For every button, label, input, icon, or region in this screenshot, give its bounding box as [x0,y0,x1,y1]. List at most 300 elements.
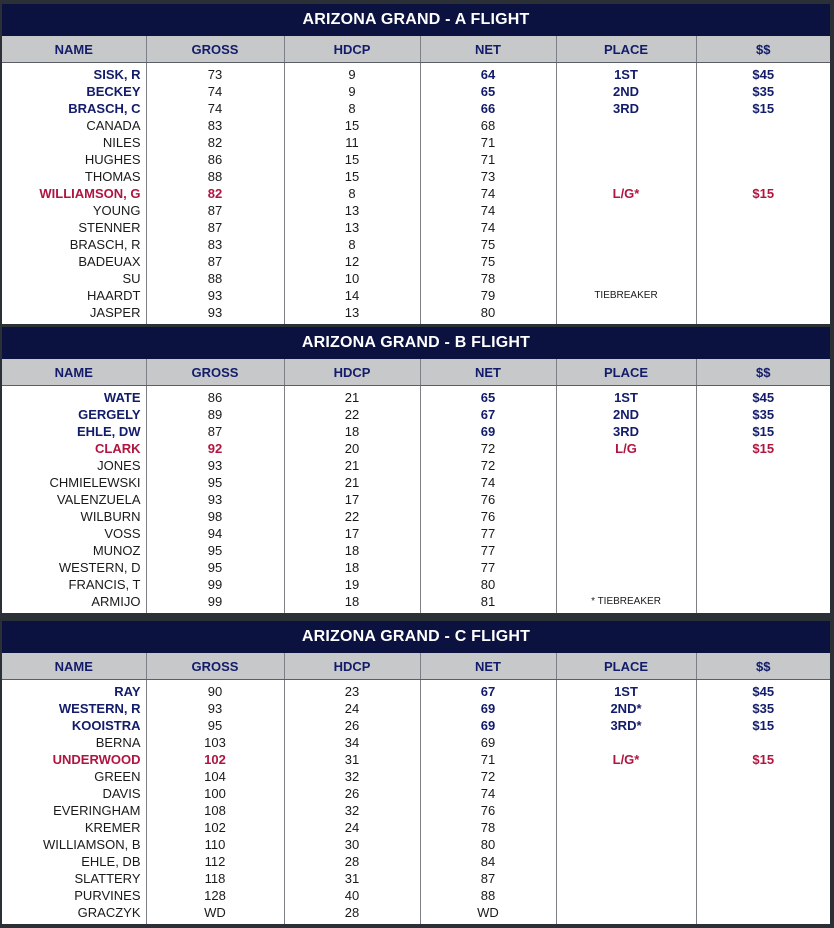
cell-prize: $45 [752,684,775,699]
cell-place [556,819,696,836]
cell-hdcp: 18 [284,423,420,440]
cell-place [556,576,696,593]
cell-hdcp: 32 [284,802,420,819]
cell-net: 69 [420,700,556,717]
cell-hdcp: 14 [284,287,420,304]
cell-net: 74 [420,474,556,491]
cell-name: RAY [2,680,146,701]
cell-net: 76 [420,508,556,525]
cell-net: 74 [420,185,556,202]
cell-net: 76 [420,491,556,508]
cell-prize: $15 [752,186,775,201]
cell-net: 71 [420,134,556,151]
cell-gross: 93 [146,287,284,304]
cell-net: 88 [420,887,556,904]
cell-name: WILLIAMSON, B [2,836,146,853]
cell-name: BADEUAX [2,253,146,270]
cell-gross: 87 [146,423,284,440]
table-row [2,491,830,508]
cell-hdcp: 8 [284,185,420,202]
column-header-name: NAME [2,653,146,680]
cell-place: L/G* [556,751,696,768]
cell-name: SISK, R [2,63,146,84]
cell-name: BECKEY [2,83,146,100]
cell-net: 75 [420,253,556,270]
cell-hdcp: 8 [284,100,420,117]
cell-place [556,253,696,270]
cell-gross: 99 [146,576,284,593]
table-row [2,304,830,324]
cell-name: SU [2,270,146,287]
cell-net: 77 [420,525,556,542]
cell-hdcp: 8 [284,236,420,253]
cell-prize [696,117,830,134]
column-header-net: NET [420,653,556,680]
table-row [2,525,830,542]
cell-prize [696,734,830,751]
cell-prize [696,904,830,924]
table-row [2,134,830,151]
table-row [2,100,830,117]
cell-gross: 100 [146,785,284,802]
cell-hdcp: 15 [284,117,420,134]
cell-place [556,202,696,219]
cell-gross: 82 [146,185,284,202]
cell-net: 71 [420,751,556,768]
cell-prize: $35 [752,407,775,422]
cell-gross: 89 [146,406,284,423]
cell-prize [696,287,830,304]
cell-place [556,785,696,802]
table-row [2,287,830,304]
cell-hdcp: 31 [284,751,420,768]
table-row [2,185,830,202]
cell-gross: 83 [146,117,284,134]
cell-gross: 112 [146,853,284,870]
cell-gross: 128 [146,887,284,904]
cell-name: HUGHES [2,151,146,168]
table-row [2,542,830,559]
results-table [2,653,830,924]
cell-gross: 93 [146,304,284,324]
cell-prize: $15 [752,441,775,456]
flight-b-section [2,327,830,613]
table-row [2,386,830,407]
cell-gross: 86 [146,386,284,407]
cell-gross: 98 [146,508,284,525]
cell-name: SLATTERY [2,870,146,887]
cell-net: 80 [420,836,556,853]
cell-name: GREEN [2,768,146,785]
table-row [2,440,830,457]
cell-gross: 90 [146,680,284,701]
cell-gross: 87 [146,219,284,236]
cell-place [556,151,696,168]
table-row [2,734,830,751]
column-header-gross: GROSS [146,359,284,386]
cell-net: 71 [420,151,556,168]
cell-prize [696,542,830,559]
cell-gross: WD [146,904,284,924]
cell-net: 74 [420,202,556,219]
cell-hdcp: 13 [284,304,420,324]
column-header-prize: $$ [696,36,830,63]
cell-place: 2ND [556,83,696,100]
cell-prize [696,202,830,219]
cell-hdcp: 15 [284,151,420,168]
cell-hdcp: 24 [284,819,420,836]
cell-net: 77 [420,542,556,559]
cell-net: 69 [420,734,556,751]
cell-place [556,219,696,236]
cell-place [556,270,696,287]
cell-gross: 99 [146,593,284,613]
cell-name: NILES [2,134,146,151]
cell-place [556,474,696,491]
cell-prize [696,474,830,491]
flight-c-section [2,621,830,924]
cell-prize [696,576,830,593]
cell-prize [696,593,830,613]
cell-hdcp: 32 [284,768,420,785]
cell-net: 78 [420,270,556,287]
cell-name: WESTERN, D [2,559,146,576]
cell-name: JASPER [2,304,146,324]
cell-name: STENNER [2,219,146,236]
cell-hdcp: 26 [284,717,420,734]
cell-hdcp: 11 [284,134,420,151]
cell-hdcp: 24 [284,700,420,717]
cell-place [556,802,696,819]
cell-gross: 95 [146,542,284,559]
cell-name: BRASCH, R [2,236,146,253]
cell-net: 76 [420,802,556,819]
cell-name: ARMIJO [2,593,146,613]
cell-gross: 74 [146,83,284,100]
cell-net: 73 [420,168,556,185]
cell-hdcp: 40 [284,887,420,904]
table-row [2,423,830,440]
cell-hdcp: 21 [284,386,420,407]
table-row [2,117,830,134]
cell-net: 79 [420,287,556,304]
table-row [2,508,830,525]
cell-hdcp: 31 [284,870,420,887]
table-row [2,768,830,785]
cell-hdcp: 10 [284,270,420,287]
table-row [2,83,830,100]
table-row [2,887,830,904]
cell-place [556,768,696,785]
cell-prize: $15 [752,424,775,439]
table-row [2,63,830,84]
cell-gross: 88 [146,168,284,185]
cell-hdcp: 18 [284,593,420,613]
table-row [2,168,830,185]
table-row [2,751,830,768]
cell-net: 78 [420,819,556,836]
table-row [2,700,830,717]
cell-place [556,525,696,542]
table-row [2,202,830,219]
cell-name: YOUNG [2,202,146,219]
table-row [2,785,830,802]
results-table [2,36,830,324]
column-header-prize: $$ [696,359,830,386]
cell-prize: $45 [752,390,775,405]
cell-place: 3RD [556,423,696,440]
cell-gross: 86 [146,151,284,168]
cell-net: 87 [420,870,556,887]
cell-prize [696,802,830,819]
cell-net: 80 [420,576,556,593]
cell-gross: 82 [146,134,284,151]
cell-prize [696,304,830,324]
cell-net: 68 [420,117,556,134]
cell-name: CANADA [2,117,146,134]
cell-hdcp: 22 [284,406,420,423]
cell-net: 72 [420,440,556,457]
cell-hdcp: 15 [284,168,420,185]
cell-place: L/G* [556,185,696,202]
cell-place [556,734,696,751]
cell-name: UNDERWOOD [2,751,146,768]
cell-prize: $15 [752,101,775,116]
cell-hdcp: 21 [284,474,420,491]
cell-prize [696,168,830,185]
cell-place [556,870,696,887]
cell-place [556,134,696,151]
cell-net: WD [420,904,556,924]
cell-prize [696,270,830,287]
table-row [2,802,830,819]
column-header-place: PLACE [556,359,696,386]
cell-net: 66 [420,100,556,117]
cell-prize [696,559,830,576]
flight-a-section [2,4,830,324]
cell-hdcp: 17 [284,525,420,542]
cell-place: 1ST [556,63,696,84]
column-header-place: PLACE [556,36,696,63]
cell-net: 67 [420,680,556,701]
cell-gross: 93 [146,700,284,717]
cell-name: CLARK [2,440,146,457]
cell-hdcp: 18 [284,542,420,559]
cell-prize [696,457,830,474]
cell-net: 80 [420,304,556,324]
cell-place [556,457,696,474]
cell-place: 2ND* [556,700,696,717]
cell-net: 69 [420,717,556,734]
cell-name: HAARDT [2,287,146,304]
cell-gross: 95 [146,559,284,576]
cell-gross: 110 [146,836,284,853]
flight-title: ARIZONA GRAND - A FLIGHT [2,4,830,36]
table-row [2,457,830,474]
table-row [2,870,830,887]
column-header-hdcp: HDCP [284,359,420,386]
cell-hdcp: 19 [284,576,420,593]
cell-net: 74 [420,785,556,802]
flight-title: ARIZONA GRAND - B FLIGHT [2,327,830,359]
cell-name: JONES [2,457,146,474]
cell-prize [696,491,830,508]
cell-gross: 93 [146,457,284,474]
cell-prize [696,219,830,236]
cell-hdcp: 20 [284,440,420,457]
cell-name: DAVIS [2,785,146,802]
cell-name: EVERINGHAM [2,802,146,819]
cell-hdcp: 12 [284,253,420,270]
cell-hdcp: 30 [284,836,420,853]
cell-name: KREMER [2,819,146,836]
cell-gross: 88 [146,270,284,287]
cell-gross: 104 [146,768,284,785]
cell-prize [696,253,830,270]
cell-net: 72 [420,457,556,474]
table-row [2,406,830,423]
table-row [2,853,830,870]
cell-name: WATE [2,386,146,407]
cell-place: 1ST [556,680,696,701]
column-header-hdcp: HDCP [284,653,420,680]
cell-place [556,168,696,185]
cell-prize [696,768,830,785]
column-header-name: NAME [2,36,146,63]
cell-gross: 87 [146,253,284,270]
table-row [2,904,830,924]
cell-prize [696,785,830,802]
cell-prize: $35 [752,84,775,99]
cell-prize [696,853,830,870]
cell-place [556,304,696,324]
column-header-gross: GROSS [146,36,284,63]
cell-name: VALENZUELA [2,491,146,508]
cell-name: BRASCH, C [2,100,146,117]
cell-gross: 87 [146,202,284,219]
cell-name: THOMAS [2,168,146,185]
cell-hdcp: 21 [284,457,420,474]
cell-gross: 108 [146,802,284,819]
column-header-prize: $$ [696,653,830,680]
cell-net: 72 [420,768,556,785]
table-row [2,270,830,287]
cell-gross: 92 [146,440,284,457]
cell-prize [696,525,830,542]
cell-name: WILBURN [2,508,146,525]
cell-place: 3RD* [556,717,696,734]
cell-place [556,559,696,576]
column-header-hdcp: HDCP [284,36,420,63]
cell-name: GRACZYK [2,904,146,924]
cell-hdcp: 9 [284,63,420,84]
cell-gross: 95 [146,717,284,734]
cell-gross: 74 [146,100,284,117]
flight-title: ARIZONA GRAND - C FLIGHT [2,621,830,653]
cell-place [556,836,696,853]
cell-prize: $45 [752,67,775,82]
column-header-place: PLACE [556,653,696,680]
cell-prize [696,836,830,853]
table-row [2,151,830,168]
column-header-gross: GROSS [146,653,284,680]
table-row [2,559,830,576]
cell-net: 74 [420,219,556,236]
table-row [2,236,830,253]
cell-hdcp: 22 [284,508,420,525]
cell-hdcp: 13 [284,202,420,219]
table-row [2,593,830,613]
cell-place: * TIEBREAKER [556,593,696,613]
cell-gross: 93 [146,491,284,508]
column-header-name: NAME [2,359,146,386]
column-header-net: NET [420,359,556,386]
cell-place [556,508,696,525]
cell-prize [696,508,830,525]
cell-net: 65 [420,83,556,100]
cell-place: 3RD [556,100,696,117]
cell-hdcp: 28 [284,904,420,924]
table-row [2,474,830,491]
table-row [2,819,830,836]
cell-gross: 83 [146,236,284,253]
cell-place [556,542,696,559]
cell-hdcp: 13 [284,219,420,236]
cell-name: FRANCIS, T [2,576,146,593]
cell-name: PURVINES [2,887,146,904]
cell-gross: 73 [146,63,284,84]
cell-place [556,853,696,870]
cell-prize [696,819,830,836]
cell-gross: 95 [146,474,284,491]
cell-hdcp: 23 [284,680,420,701]
cell-hdcp: 9 [284,83,420,100]
column-header-net: NET [420,36,556,63]
cell-net: 69 [420,423,556,440]
cell-name: GERGELY [2,406,146,423]
cell-place [556,904,696,924]
cell-name: WESTERN, R [2,700,146,717]
cell-hdcp: 28 [284,853,420,870]
cell-gross: 102 [146,751,284,768]
table-row [2,253,830,270]
cell-prize [696,134,830,151]
cell-name: CHMIELEWSKI [2,474,146,491]
results-table [2,359,830,613]
cell-prize: $35 [752,701,775,716]
cell-hdcp: 17 [284,491,420,508]
cell-gross: 103 [146,734,284,751]
table-row [2,680,830,701]
cell-place [556,887,696,904]
cell-place [556,491,696,508]
cell-hdcp: 18 [284,559,420,576]
cell-net: 67 [420,406,556,423]
cell-name: EHLE, DB [2,853,146,870]
cell-hdcp: 26 [284,785,420,802]
cell-place [556,236,696,253]
cell-gross: 94 [146,525,284,542]
cell-prize [696,887,830,904]
table-row [2,219,830,236]
cell-name: MUNOZ [2,542,146,559]
cell-net: 65 [420,386,556,407]
cell-hdcp: 34 [284,734,420,751]
table-row [2,836,830,853]
cell-name: EHLE, DW [2,423,146,440]
table-row [2,717,830,734]
cell-name: KOOISTRA [2,717,146,734]
